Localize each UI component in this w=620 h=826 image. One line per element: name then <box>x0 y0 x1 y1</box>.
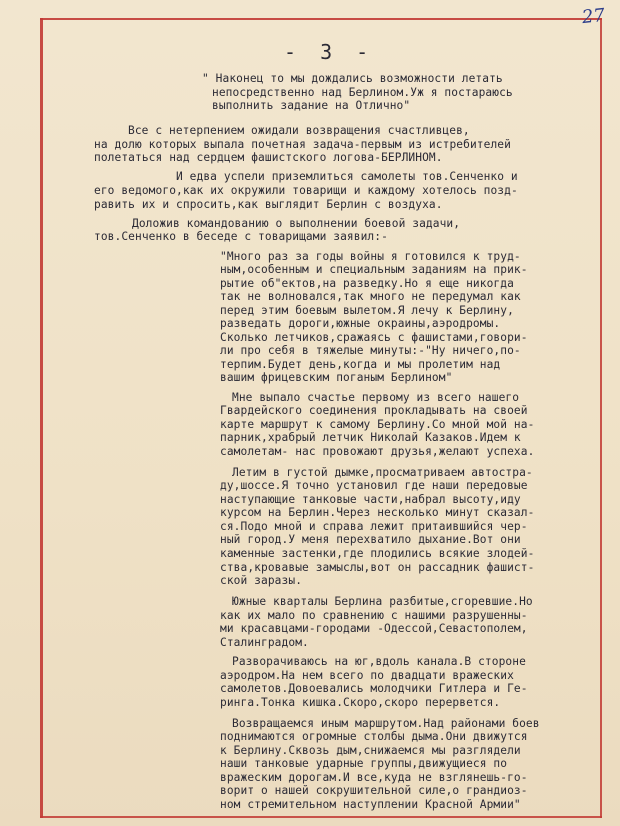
red-border-right <box>600 18 602 818</box>
text-line: рытие об"ектов,на разведку.Но я еще никогда <box>220 276 514 290</box>
text-line: разведать дороги,южные окраины,аэродромы. <box>220 317 501 331</box>
text-line: самолетов.Довоевались молодчики Гитлера и Ге- <box>220 682 528 696</box>
text-line: тов.Сенченко в беседе с товарищами заявил:- <box>94 230 388 244</box>
text-line: " Наконец то мы дождались возможности летать <box>202 72 503 85</box>
text-line: Возвращаемся иным маршрутом.Над районами боев <box>232 716 540 730</box>
text-line: Доложив командованию о выполнении боевой задачи, <box>132 216 461 230</box>
text-line: ской заразы. <box>220 574 303 588</box>
text-line: вражеским дорогам.И все,куда не взглянешь-го- <box>220 770 528 784</box>
text-line: Южные кварталы Берлина разбитые,сгоревшие.Но <box>232 595 533 609</box>
text-line: ли про себя в тяжелые минуты:-"Ну ничего,по- <box>220 344 521 358</box>
text-line: как их мало по сравнению с нашими разрушенны- <box>220 608 528 622</box>
text-line: карте маршрут к самому Берлину.Со мной мой на- <box>220 417 535 431</box>
text-line: Мне выпало счастье первому из всего нашего <box>232 390 520 404</box>
text-line: выполнить задание на Отлично" <box>212 99 411 113</box>
text-line: ся.Подо мной и справа лежит притаившийся чер- <box>220 519 528 533</box>
text-line: "Много раз за годы войны я готовился к труд- <box>220 249 521 263</box>
text-line: терпим.Будет день,когда и мы пролетим над <box>220 357 501 371</box>
text-line: наступающие танковые части,набрал высоту,иду <box>220 492 521 506</box>
text-line: полетаться над сердцем фашистского логова-БЕРЛИНОМ. <box>94 151 443 165</box>
text-line: И едва успели приземлиться самолеты тов.Сенченко и <box>176 170 518 184</box>
text-line: Гвардейского соединения прокладывать на своей <box>220 404 528 418</box>
text-line: ном стремительном наступлении Красной Армии" <box>220 798 521 811</box>
text-line: ства,кровавые замыслы,вот он рассадник фашист- <box>220 560 535 574</box>
text-line: ным,особенным и специальным заданиям на прик- <box>220 263 528 277</box>
text-line: самолетам- нас провожают друзья,желают успеха. <box>220 444 535 458</box>
red-border-top <box>40 18 602 20</box>
red-border-bottom <box>40 816 602 818</box>
text-line: парник,храбрый летчик Николай Казаков.Идем к <box>220 431 521 445</box>
text-line: ный город.У меня перехватило дыхание.Вот они <box>220 533 521 547</box>
text-line: так не волновался,так много не передумал как <box>220 290 521 304</box>
text-line: его ведомого,как их окружили товарищи и каждому хотелось позд- <box>94 183 518 197</box>
text-line: Летим в густой дымке,просматриваем автостра- <box>232 465 533 479</box>
folio-number: 27 <box>580 4 606 29</box>
text-line: Сколько летчиков,сражаясь с фашистами,говори- <box>220 330 528 344</box>
text-line: поднимаются огромные столбы дыма.Они движутся <box>220 730 528 744</box>
page-number: - 3 - <box>284 40 375 64</box>
text-line: каменные застенки,где плодились всякие злодей- <box>220 546 535 560</box>
text-line: ми красавцами-городами -Одессой,Севастополем, <box>220 622 528 636</box>
text-line: на долю которых выпала почетная задача-первым из истребителей <box>94 137 511 151</box>
text-line: наши танковые ударные группы,движущиеся по <box>220 757 508 771</box>
text-line: ду,шоссе.Я точно установил где наши передовые <box>220 479 528 493</box>
text-line: Разворачиваюсь на юг,вдоль канала.В стороне <box>232 655 526 669</box>
text-line: курсом на Берлин.Через несколько минут сказал- <box>220 506 535 520</box>
text-line: ворит о нашей сокрушительной силе,о грандиоз- <box>220 784 528 798</box>
text-line: к Берлину.Сквозь дым,снижаемся мы разглядели <box>220 743 521 757</box>
red-margin-line <box>40 18 43 818</box>
text-line: аэродром.На нем всего по двадцати вражеских <box>220 668 514 682</box>
text-line: непосредственно над Берлином.Уж я постараюсь <box>212 85 513 99</box>
text-line: перед этим боевым вылетом.Я лечу к Берлину, <box>220 303 514 317</box>
text-line: Сталинградом. <box>220 635 309 649</box>
text-line: ринга.Тонка кишка.Скоро,скоро перервется. <box>220 695 501 709</box>
text-line: вашим фрицевским поганым Берлином" <box>220 371 453 385</box>
text-line: равить их и спросить,как выглядит Берлин с воздуха. <box>94 197 443 211</box>
text-line: Все с нетерпением ожидали возвращения счастливцев, <box>128 124 470 138</box>
